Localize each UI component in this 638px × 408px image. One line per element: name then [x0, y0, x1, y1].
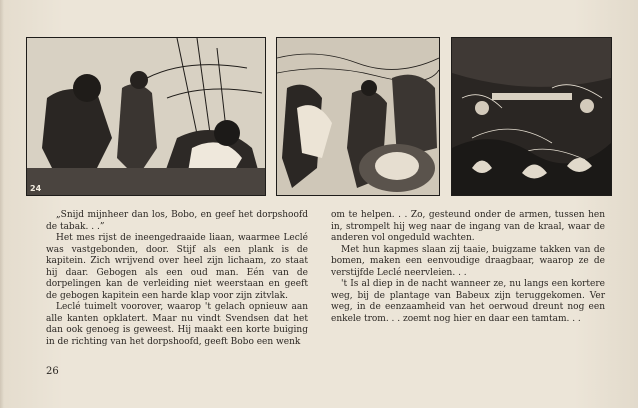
paragraph: Met hun kapmes slaan zij taaie, buigzame takken van de bomen, maken een eenvoudige draagbaar, waarop ze de verstijfde Leclé neervleien. . .: [331, 244, 605, 278]
text-column-left: [46, 210, 308, 348]
paragraph: „Snijd mijnheer dan los, Bobo, en geef het dorpshoofd de tabak. . .”: [46, 210, 308, 232]
comic-panel-3: [451, 37, 612, 196]
panel-1-illustration: [27, 38, 265, 195]
page-number: 26: [46, 366, 59, 377]
panel-2-illustration: [277, 38, 439, 195]
page-fold-shadow: [0, 0, 4, 408]
comic-panel-2: [276, 37, 440, 196]
panel-number: 24: [30, 184, 42, 193]
paragraph: Het mes rijst de ineengedraaide liaan, waarmee Leclé was vastgebonden, door. Stijf als een plank is de kapitein. Zich wrijvend over heel zijn lichaam, zo staat hij daar. Gebogen als een oud man. Eén van de dorpelingen kan de verleiding niet weerstaan en geeft de gebogen kapitein een harde klap voor zijn zitvlak.: [46, 233, 308, 301]
text-column-right: [331, 210, 605, 325]
panel-3-illustration: [452, 38, 611, 195]
paragraph: Leclé tuimelt voorover, waarop 't gelach opnieuw aan alle kanten opklatert. Maar nu vindt Svendsen dat het dan ook genoeg is geweest. Hij maakt een korte buiging in de richting van het dorpshoofd, geeft Bobo een wenk: [46, 302, 308, 347]
paragraph: om te helpen. . . Zo, gesteund onder de armen, tussen hen in, strompelt hij weg naar de ingang van de kraal, waar de anderen vol ongeduld wachten.: [331, 210, 605, 243]
comic-panel-1: [26, 37, 266, 196]
paragraph: 't Is al diep in de nacht wanneer ze, nu langs een kortere weg, bij de plantage van Babeux zijn teruggekomen. Ver weg, in de eenzaamheid van het oerwoud dreunt nog een enkele trom. . . zoemt nog hier en daar een tamtam. . .: [331, 279, 605, 324]
